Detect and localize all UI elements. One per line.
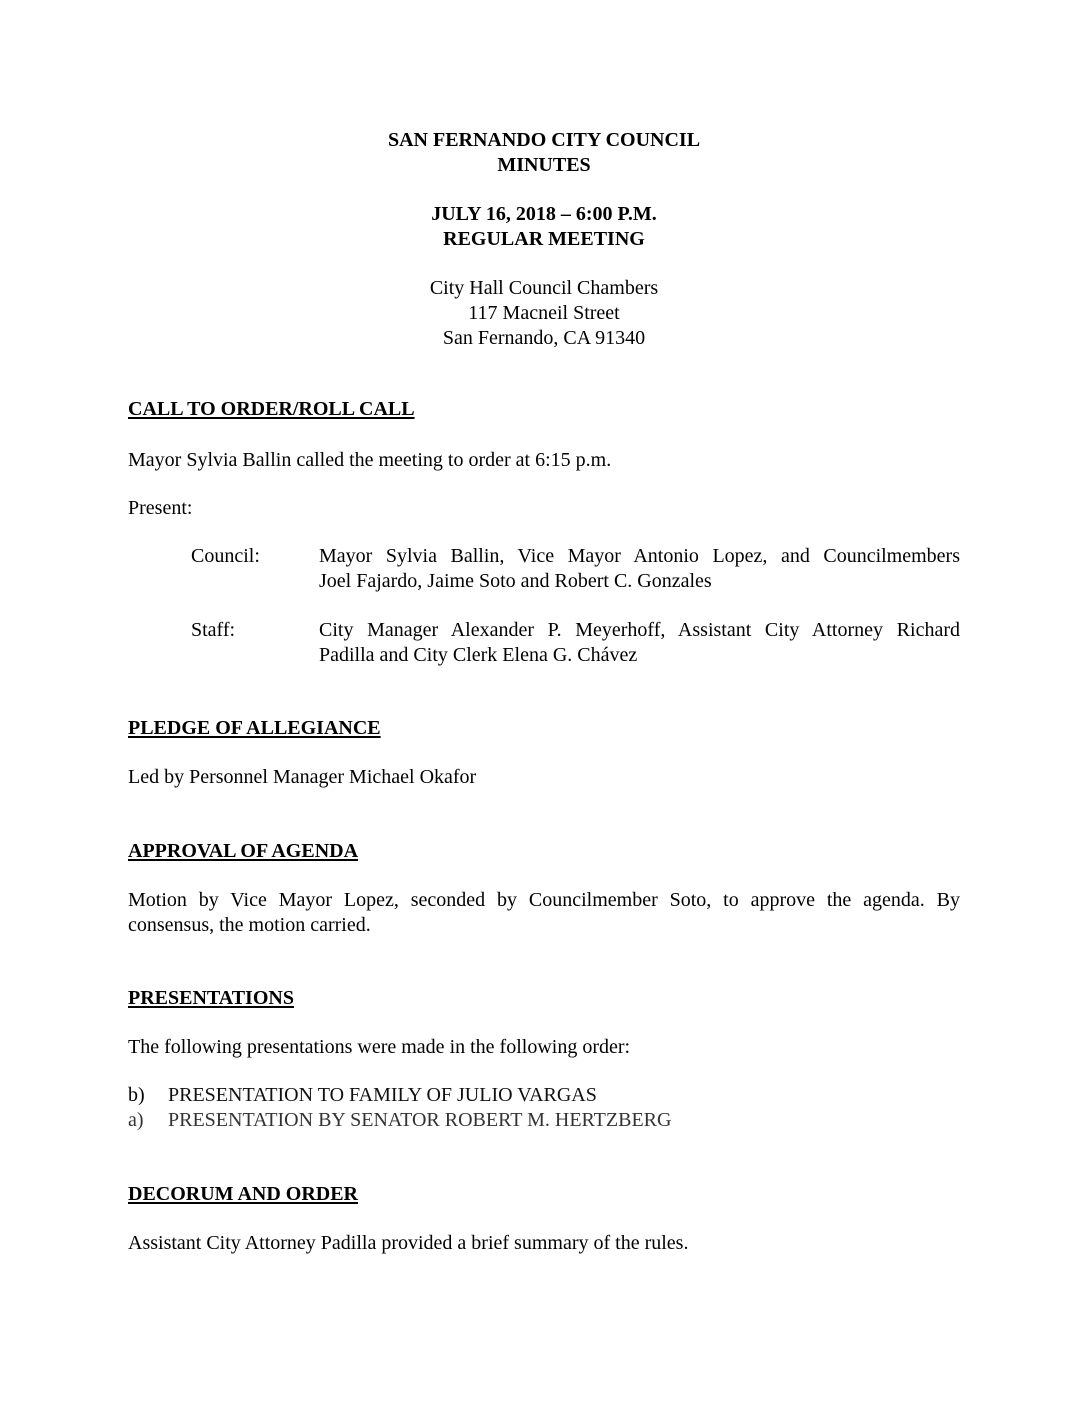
location-venue: City Hall Council Chambers (429, 277, 659, 299)
approval-text (128, 888, 960, 938)
presentations-intro: The following presentations were made in the following order: (128, 1036, 631, 1058)
section-heading-presentations: PRESENTATIONS (128, 987, 294, 1009)
section-heading-call-to-order: CALL TO ORDER/ROLL CALL (128, 398, 415, 420)
section-heading-pledge: PLEDGE OF ALLEGIANCE (128, 717, 381, 739)
location-city: San Fernando, CA 91340 (442, 327, 646, 349)
decorum-text: Assistant City Attorney Padilla provided a brief summary of the rules. (128, 1232, 689, 1254)
staff-label: Staff: (191, 619, 236, 641)
staff-members-line: City Manager Alexander P. Meyerhoff, Assistant City Attorney Richard (319, 619, 960, 641)
location-street: 117 Macneil Street (468, 302, 620, 324)
section-heading-decorum: DECORUM AND ORDER (128, 1183, 358, 1205)
document-title (0, 128, 1088, 178)
list-marker: b) (128, 1084, 145, 1106)
meeting-location (0, 276, 1088, 351)
council-members (319, 544, 960, 594)
presentation-title: PRESENTATION BY SENATOR ROBERT M. HERTZBERG (168, 1109, 672, 1131)
meeting-type: REGULAR MEETING (443, 228, 645, 250)
list-marker: a) (128, 1109, 144, 1131)
list-item (128, 1108, 671, 1133)
meeting-date: JULY 16, 2018 – 6:00 P.M. (431, 203, 657, 225)
list-item (128, 1083, 597, 1108)
roster-council (191, 544, 960, 594)
council-label: Council: (191, 545, 260, 567)
title-minutes: MINUTES (497, 154, 591, 176)
approval-text-line: Motion by Vice Mayor Lopez, seconded by Councilmember Soto, to approve the agenda. By (128, 889, 960, 911)
staff-members (319, 618, 960, 668)
council-members-line: Joel Fajardo, Jaime Soto and Robert C. Gonzales (319, 570, 712, 592)
present-label: Present: (128, 497, 193, 519)
title-council-name: SAN FERNANDO CITY COUNCIL (387, 129, 701, 151)
council-members-line: Mayor Sylvia Ballin, Vice Mayor Antonio Lopez, and Councilmembers (319, 545, 960, 567)
roster-staff (191, 618, 960, 668)
staff-members-line: Padilla and City Clerk Elena G. Chávez (319, 644, 638, 666)
approval-text-line: consensus, the motion carried. (128, 914, 371, 936)
pledge-text: Led by Personnel Manager Michael Okafor (128, 766, 477, 788)
presentation-title: PRESENTATION TO FAMILY OF JULIO VARGAS (168, 1084, 597, 1106)
call-to-order-text: Mayor Sylvia Ballin called the meeting to order at 6:15 p.m. (128, 449, 612, 471)
section-heading-approval: APPROVAL OF AGENDA (128, 840, 359, 862)
meeting-date-block (0, 202, 1088, 252)
